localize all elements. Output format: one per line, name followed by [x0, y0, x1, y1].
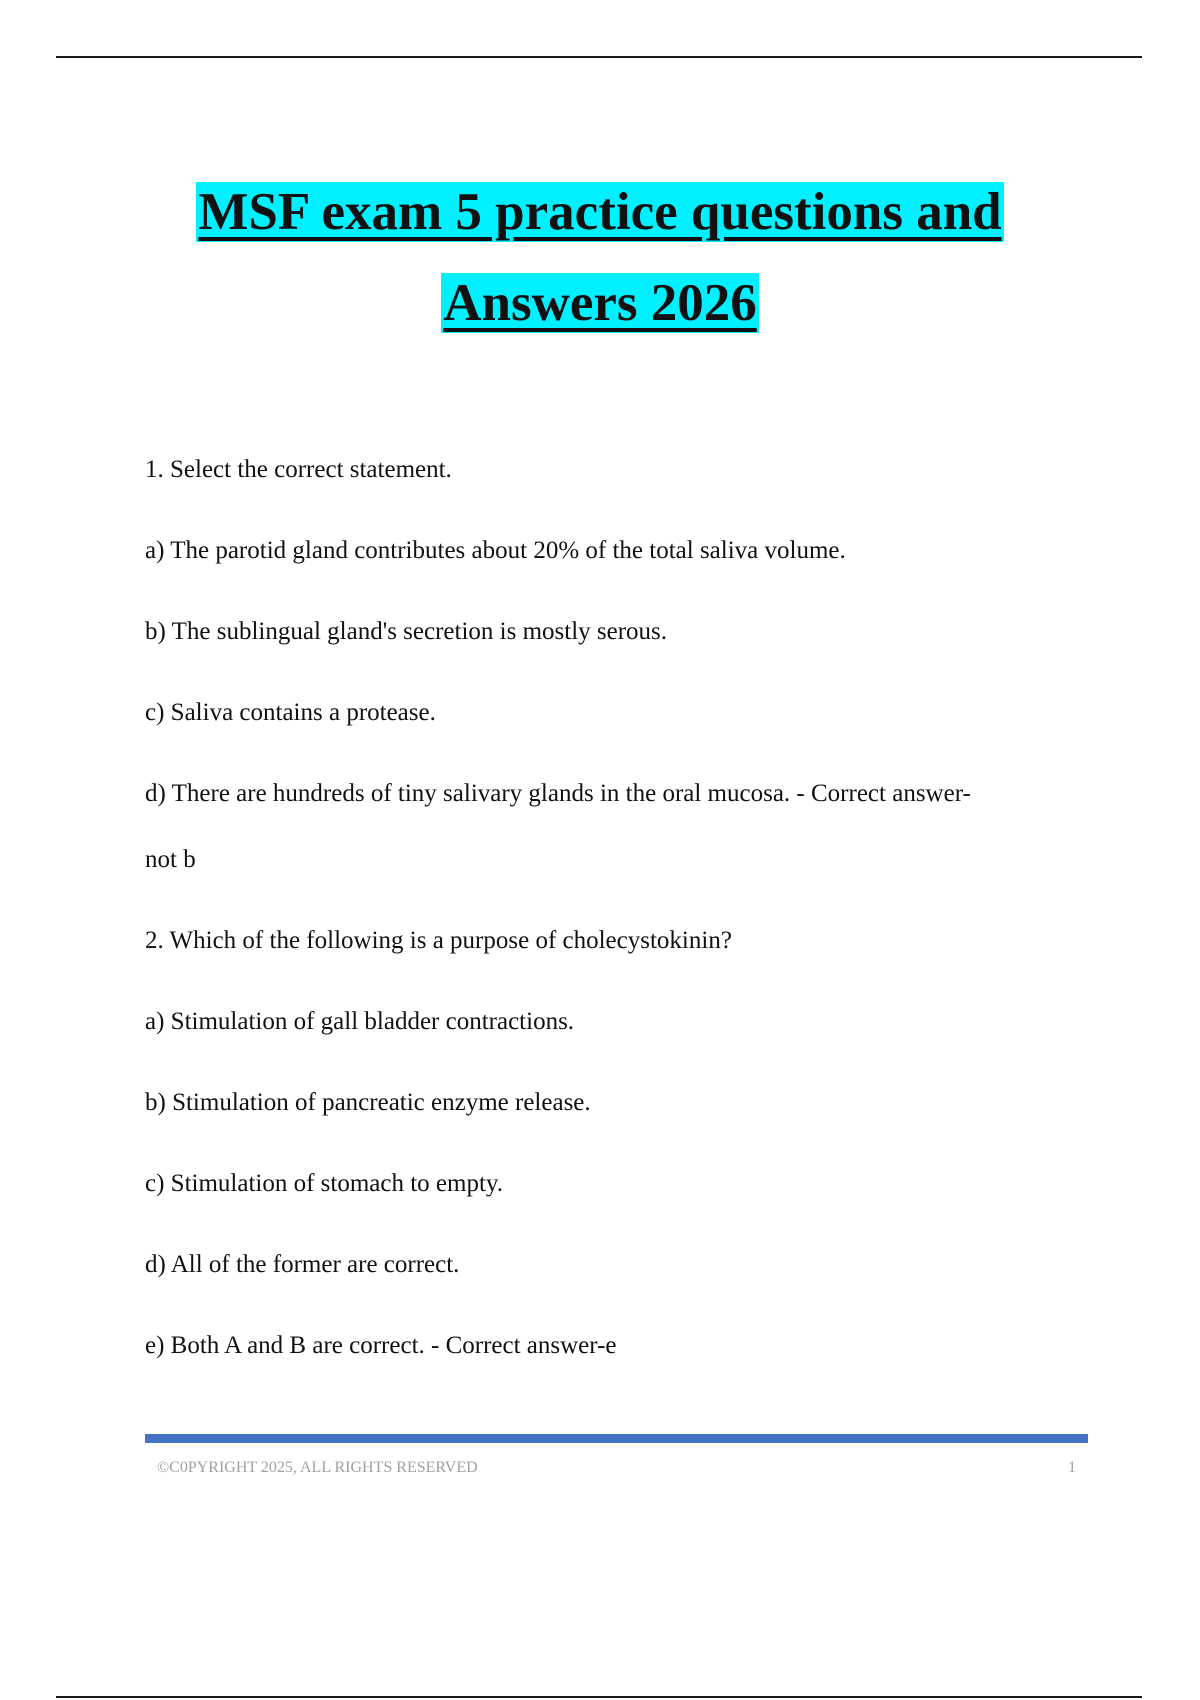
footer-copyright: ©C0PYRIGHT 2025, ALL RIGHTS RESERVED — [157, 1459, 478, 1476]
question-1-prompt: 1. Select the correct statement. — [145, 456, 452, 483]
question-2-option-a: a) Stimulation of gall bladder contractions. — [145, 1008, 575, 1035]
question-1-option-d: d) There are hundreds of tiny salivary glands in the oral mucosa. - Correct answer- — [145, 780, 971, 807]
question-1-option-a: a) The parotid gland contributes about 20% of the total saliva volume. — [145, 537, 846, 564]
document-title-line-2 — [0, 273, 1200, 333]
question-2-option-c: c) Stimulation of stomach to empty. — [145, 1170, 504, 1197]
question-2-option-d: d) All of the former are correct. — [145, 1251, 460, 1278]
page-bottom-rule — [56, 1696, 1142, 1698]
question-2-option-e: e) Both A and B are correct. - Correct answer-e — [145, 1332, 617, 1359]
question-1-option-c: c) Saliva contains a protease. — [145, 699, 436, 726]
header-rule — [56, 56, 1142, 58]
document-title-text-2: Answers 2026 — [443, 274, 757, 332]
document-title-text-1: MSF exam 5 practice questions and — [198, 183, 1002, 241]
question-1-answer-continuation: not b — [145, 846, 196, 873]
question-2-prompt: 2. Which of the following is a purpose of cholecystokinin? — [145, 927, 732, 954]
footer-page-number: 1 — [1068, 1459, 1076, 1476]
footer-bar — [145, 1434, 1088, 1443]
document-title-line-1 — [0, 182, 1200, 242]
question-2-option-b: b) Stimulation of pancreatic enzyme release. — [145, 1089, 591, 1116]
question-1-option-b: b) The sublingual gland's secretion is mostly serous. — [145, 618, 668, 645]
